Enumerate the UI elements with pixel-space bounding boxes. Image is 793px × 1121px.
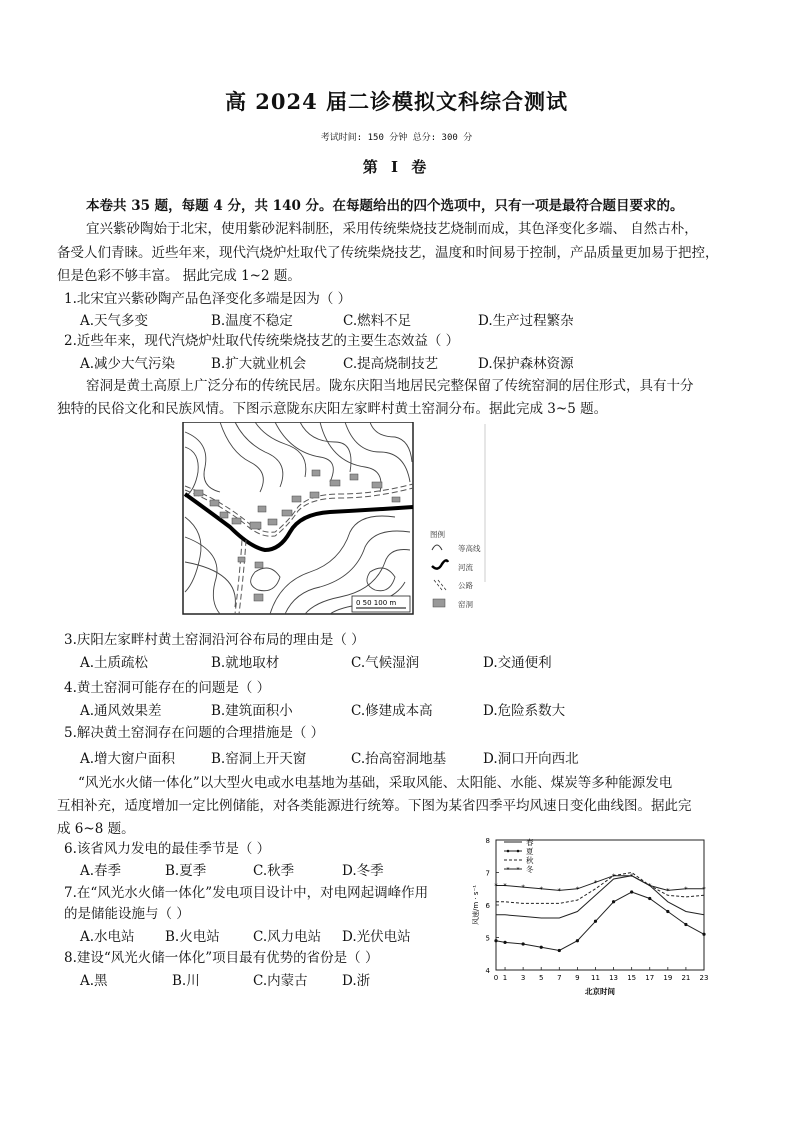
- x-tick-label: 7: [557, 974, 562, 982]
- x-axis-label: 北京时间: [585, 987, 615, 996]
- q2-option-d: D.保护森林资源: [478, 356, 574, 372]
- x-tick-label: 19: [663, 974, 673, 982]
- x-tick-label: 3: [520, 974, 526, 982]
- y-tick-label: 4: [485, 967, 490, 975]
- x-tick-label: 11: [591, 974, 600, 982]
- q2-stem: 2.近些年来，现代汽烧炉灶取代传统柴烧技艺的主要生态效益（ ）: [64, 333, 460, 349]
- legend-marker: [507, 850, 510, 853]
- q7-option-c: C.风力电站: [253, 929, 322, 945]
- wind-speed-chart: [466, 828, 716, 1004]
- x-tick-label: 5: [538, 974, 544, 982]
- y-tick-label: 6: [485, 902, 490, 910]
- q4-option-b: B.建筑面积小: [211, 703, 293, 719]
- y-axis-label: 风速/m · s⁻¹: [472, 884, 480, 926]
- series-line: [496, 876, 706, 894]
- q7-option-b: B.火电站: [165, 929, 220, 945]
- x-tick-label: 15: [627, 974, 637, 982]
- q1-option-c: C.燃料不足: [343, 313, 412, 329]
- y-tick-label: 7: [485, 869, 490, 878]
- passage2-line2: 独特的民俗文化和民族风情。下图示意陇东庆阳左家畔村黄土窑洞分布。据此完成 3~5 题。: [57, 401, 608, 417]
- legend-contour: 等高线: [458, 544, 481, 553]
- instruction: 本卷共 35 题，每题 4 分，共 140 分。在每题给出的四个选项中，只有一项是最符合题目要求的。: [86, 198, 684, 214]
- q1-option-a: A.天气多变: [80, 313, 149, 329]
- q6-option-a: A.春季: [80, 863, 122, 879]
- data-point: *: [539, 885, 543, 894]
- y-tick-label: 8: [485, 837, 490, 845]
- data-point: *: [666, 886, 670, 895]
- data-point: *: [494, 882, 498, 890]
- q7-option-d: D.光伏电站: [342, 929, 411, 945]
- passage1-line1: 宜兴紫砂陶始于北宋，使用紫砂泥料制胚，采用传统柴烧技艺烧制而成，其色泽变化多端、 自然古朴，: [86, 221, 698, 237]
- data-point: *: [684, 885, 688, 894]
- q1-stem: 1.北宋宜兴紫砂陶产品色泽变化多端是因为（ ）: [64, 291, 352, 307]
- x-tick-label: 21: [681, 974, 691, 982]
- q2-option-c: C.提高烧制技艺: [343, 356, 439, 372]
- q5-option-b: B.窑洞上开天窗: [211, 751, 307, 767]
- q3-option-a: A.土质疏松: [80, 655, 149, 671]
- series-line: [496, 876, 704, 918]
- q4-option-a: A.通风效果差: [80, 703, 162, 719]
- q2-option-a: A.减少大气污染: [80, 356, 176, 372]
- x-tick-label: 1: [502, 974, 508, 982]
- passage2-line1: 窑洞是黄土高原上广泛分布的传统民居。陇东庆阳当地居民完整保留了传统窑洞的居住形式，具有十分: [86, 378, 694, 394]
- q1-option-d: D.生产过程繁杂: [478, 313, 574, 329]
- data-point: *: [503, 882, 507, 890]
- data-point: *: [611, 872, 616, 881]
- data-point: *: [593, 878, 598, 887]
- data-point: [503, 941, 506, 944]
- q3-option-c: C.气候湿润: [351, 655, 420, 671]
- q8-option-b: B.川: [172, 973, 200, 989]
- data-point: [540, 946, 543, 949]
- data-point: [522, 942, 525, 945]
- q5-option-c: C.抬高窑洞地基: [351, 751, 447, 767]
- q7-stem-line2: 的是储能设施与（ ）: [64, 906, 190, 922]
- data-point: *: [647, 882, 652, 890]
- q8-option-a: A.黑: [80, 973, 108, 989]
- volume-heading: 第 Ⅰ 卷: [362, 158, 431, 176]
- map-scale: 0 50 100 m: [356, 599, 397, 607]
- legend-title: 图例: [430, 530, 445, 539]
- legend-label: 秋: [526, 856, 534, 865]
- data-point: [702, 933, 705, 936]
- data-point: *: [521, 883, 525, 892]
- q1-option-b: B.温度不稳定: [211, 313, 293, 329]
- legend-cave: 窑洞: [458, 600, 473, 609]
- q5-option-a: A.增大窗户面积: [80, 751, 176, 767]
- page-title: 高 2024 届二诊模拟文科综合测试: [224, 89, 569, 114]
- q5-stem: 5.解决黄土窑洞存在问题的合理措施是（ ）: [64, 725, 325, 741]
- q6-option-c: C.秋季: [253, 863, 295, 879]
- q3-stem: 3.庆阳左家畔村黄土窑洞沿河谷布局的理由是（ ）: [64, 632, 365, 648]
- passage3-line3: 成 6~8 题。: [57, 821, 135, 837]
- data-point: [648, 897, 651, 900]
- cave-distribution-map: [180, 422, 500, 618]
- legend-river: 河流: [458, 563, 473, 572]
- legend-label: 冬: [526, 865, 534, 874]
- data-point: [630, 890, 633, 893]
- q2-option-b: B.扩大就业机会: [211, 356, 307, 372]
- data-point: *: [575, 885, 580, 894]
- passage3-line1: “风光水火储一体化”以大型火电或水电基地为基础，采取风能、太阳能、水能、煤炭等多种能源发电: [78, 775, 673, 791]
- legend-road: 公路: [458, 581, 473, 590]
- q3-option-b: B.就地取材: [211, 655, 280, 671]
- data-point: [576, 939, 579, 942]
- data-point: *: [702, 885, 706, 894]
- y-tick-label: 5: [485, 934, 490, 943]
- q7-stem-line1: 7.在“风光水火储一体化”发电项目设计中，对电网起调峰作用: [64, 885, 429, 901]
- legend-marker: *: [506, 866, 510, 874]
- x-tick-label: 0: [493, 974, 499, 982]
- series-line: [496, 892, 704, 951]
- x-tick-label: 17: [645, 974, 655, 982]
- legend-label: 夏: [526, 847, 534, 856]
- legend-label: 春: [526, 838, 534, 847]
- legend-marker: [517, 850, 520, 853]
- q8-option-d: D.浙: [342, 973, 371, 989]
- q8-option-c: C.内蒙古: [253, 973, 308, 989]
- q7-option-a: A.水电站: [80, 929, 135, 945]
- data-point: [684, 923, 687, 926]
- data-point: [594, 920, 597, 923]
- q6-option-d: D.冬季: [342, 863, 384, 879]
- q3-option-d: D.交通便利: [483, 655, 552, 671]
- q8-stem: 8.建设“风光火储一体化”项目最有优势的省份是（ ）: [64, 950, 379, 966]
- data-point: [666, 910, 669, 913]
- q6-stem: 6.该省风力发电的最佳季节是（ ）: [64, 841, 271, 857]
- data-point: [612, 900, 615, 903]
- x-tick-label: 13: [609, 974, 619, 982]
- passage1-line3: 但是色彩不够丰富。 据此完成 1~2 题。: [57, 268, 301, 284]
- q4-option-c: C.修建成本高: [351, 703, 433, 719]
- exam-meta: 考试时间: 150 分钟 总分: 300 分: [320, 133, 473, 143]
- q5-option-d: D.洞口开向西北: [483, 751, 579, 767]
- x-tick-label: 9: [575, 974, 580, 982]
- q4-option-d: D.危险系数大: [483, 703, 566, 719]
- passage1-line2: 备受人们青睐。近些年来，现代汽烧炉灶取代了传统柴烧技艺，温度和时间易于控制，产品质量更加易于把控，: [57, 245, 719, 261]
- passage3-line2: 互相补充，适度增加一定比例储能，对各类能源进行统筹。下图为某省四季平均风速日变化曲线图。据此完: [57, 798, 692, 814]
- q4-stem: 4.黄土窑洞可能存在的问题是（ ）: [64, 680, 271, 696]
- q6-option-b: B.夏季: [165, 863, 207, 879]
- data-point: *: [629, 872, 634, 881]
- data-point: *: [557, 886, 562, 895]
- x-tick-label: 23: [699, 974, 709, 982]
- legend-marker: *: [516, 866, 520, 874]
- data-point: [494, 939, 497, 942]
- data-point: [558, 949, 561, 952]
